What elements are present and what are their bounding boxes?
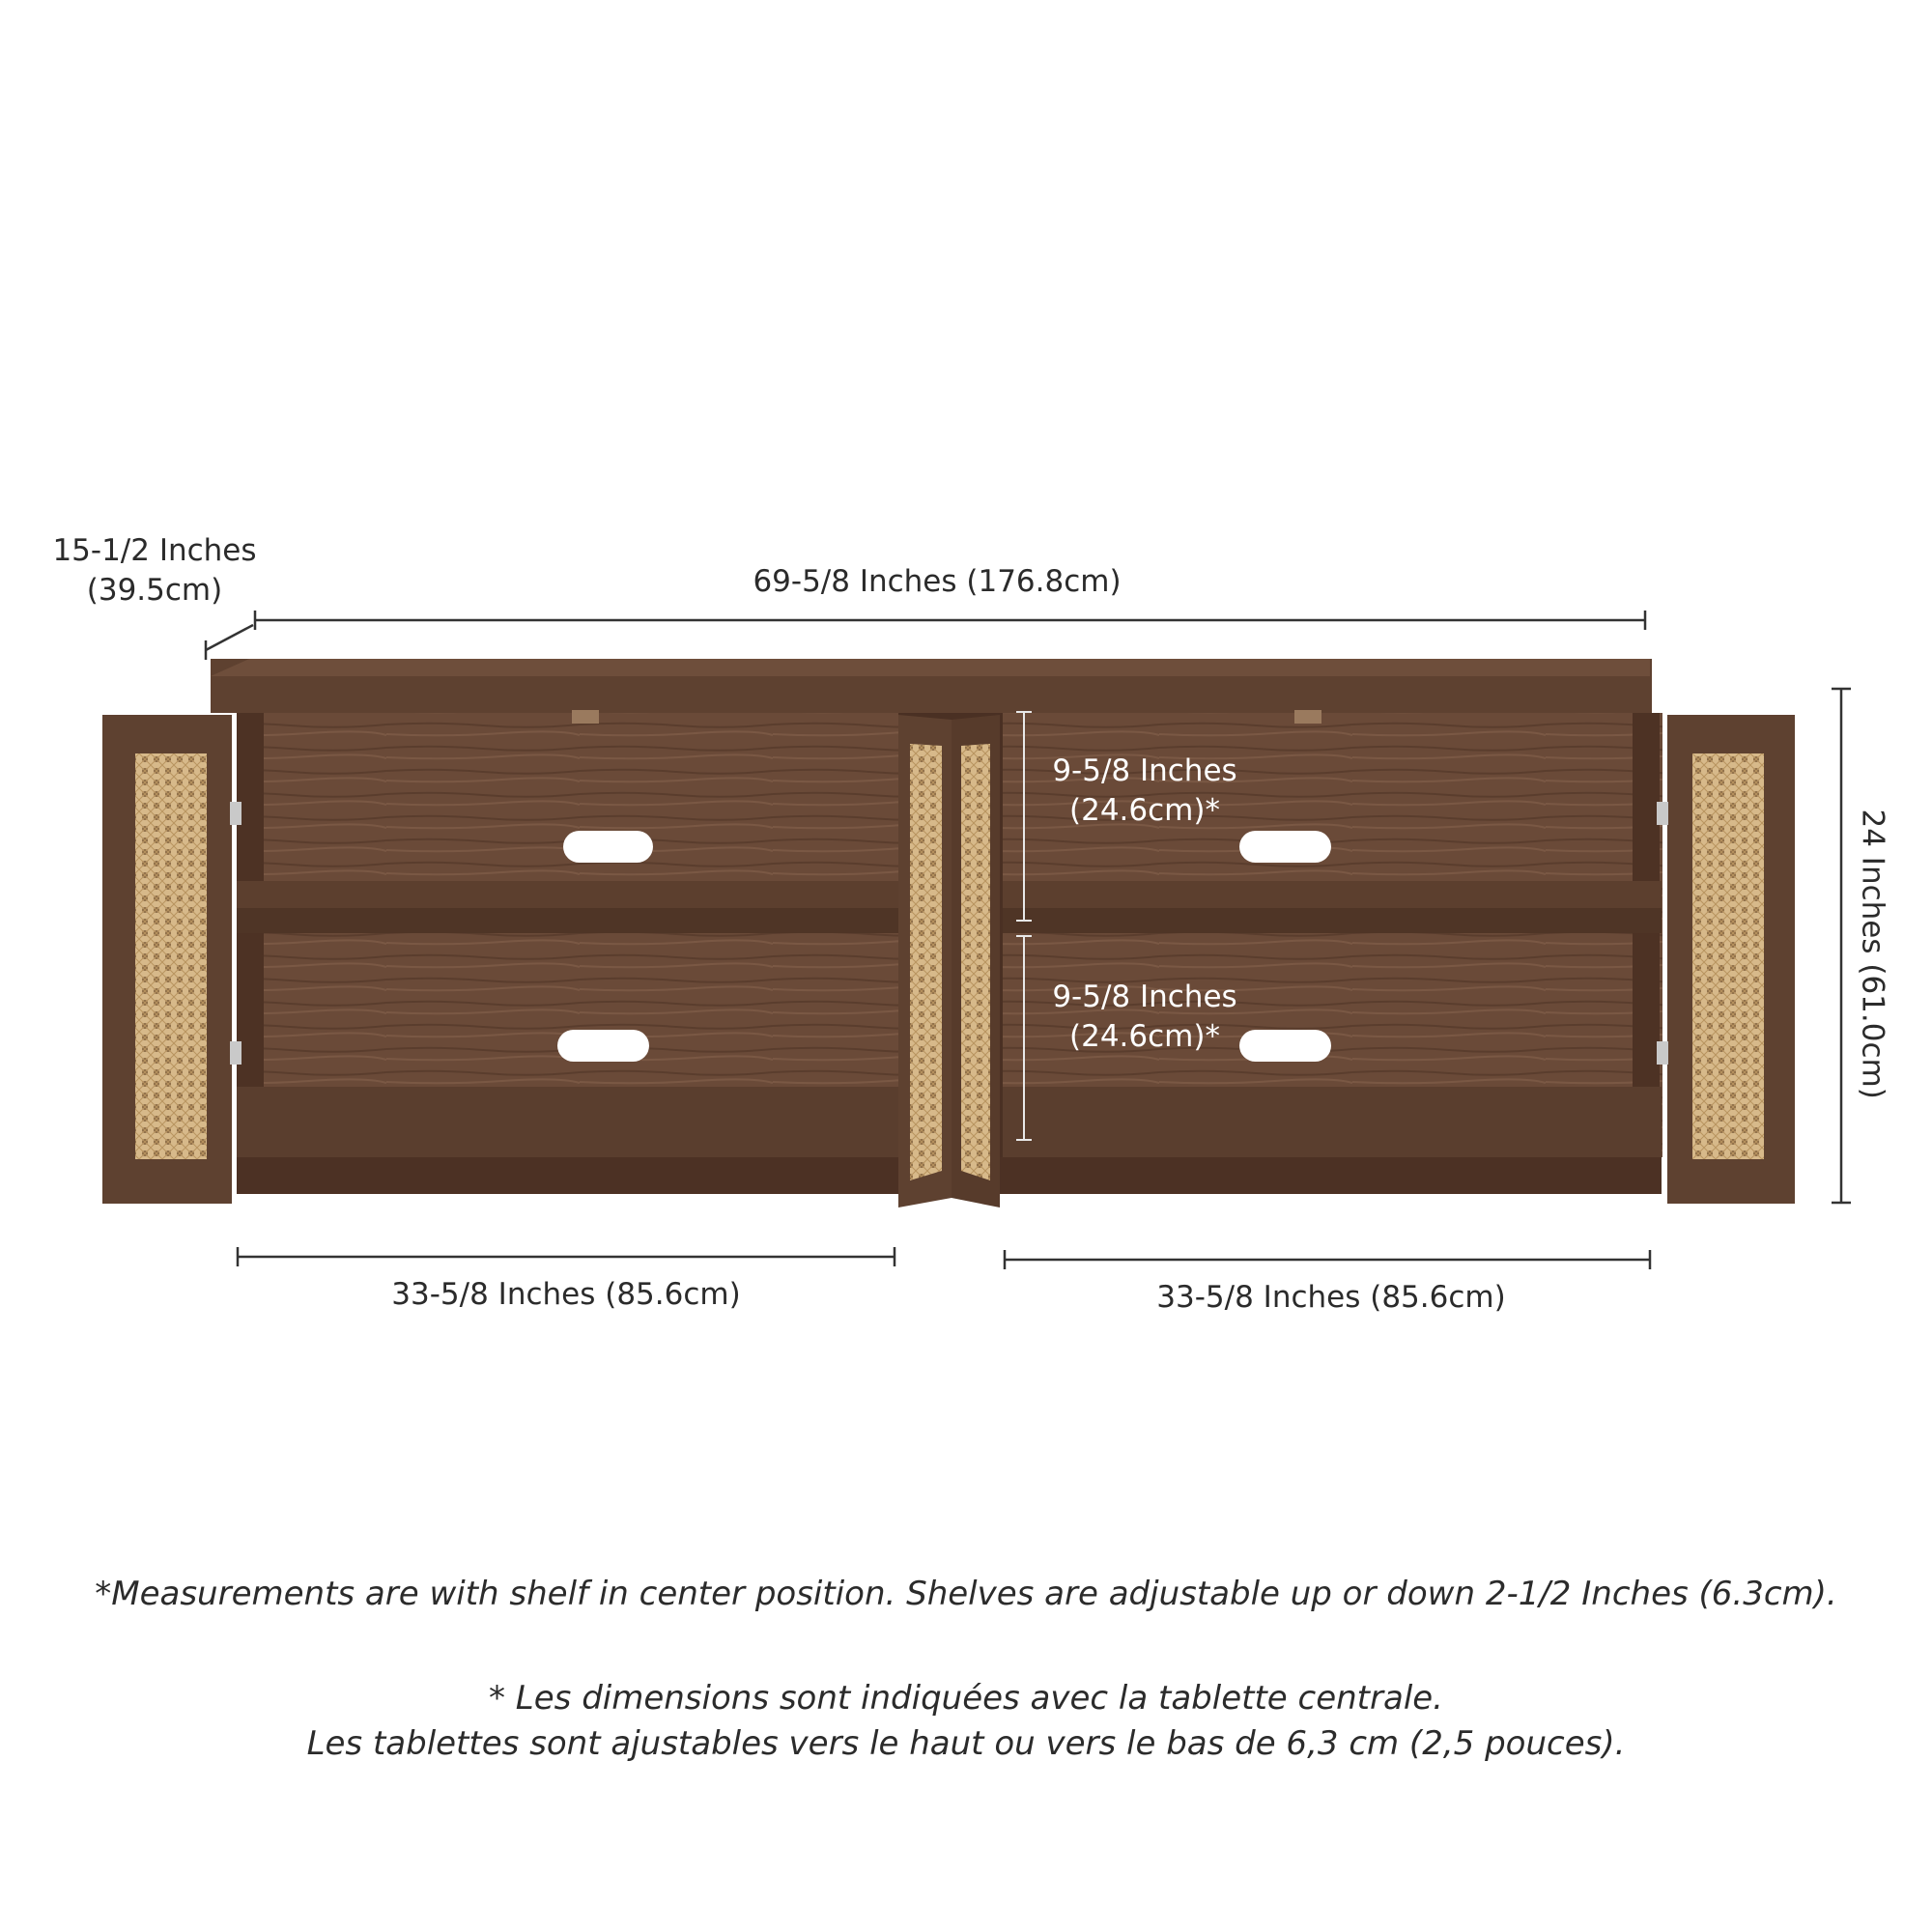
right-door-hinge-bottom bbox=[1657, 1041, 1668, 1065]
lower-shelf-label-line1: 9-5/8 Inches bbox=[1052, 980, 1237, 1014]
right-section-label: 33-5/8 Inches (85.6cm) bbox=[1156, 1280, 1506, 1315]
width-label: 69-5/8 Inches (176.8cm) bbox=[753, 564, 1122, 599]
depth-label-line2: (39.5cm) bbox=[86, 573, 223, 608]
cable-hole-lower-left bbox=[557, 1030, 649, 1062]
upper-shelf-label-line1: 9-5/8 Inches bbox=[1052, 753, 1237, 788]
bottom-shelf-right bbox=[1003, 1087, 1662, 1157]
left-door-hinge-bottom bbox=[230, 1041, 242, 1065]
left-door-hinge-top bbox=[230, 802, 242, 825]
left-outer-door-cane-panel bbox=[135, 753, 207, 1159]
left-section-label: 33-5/8 Inches (85.6cm) bbox=[391, 1277, 741, 1312]
center-right-door-cane-panel bbox=[961, 744, 990, 1180]
height-label: 24 Inches (61.0cm) bbox=[1855, 809, 1890, 1099]
upper-shelf-label bbox=[1034, 752, 1256, 831]
cable-hole-upper-left bbox=[563, 831, 653, 863]
lower-shelf-label-line2: (24.6cm)* bbox=[1069, 1019, 1220, 1054]
depth-label bbox=[39, 531, 270, 611]
cabinet-top-surface bbox=[211, 659, 1650, 676]
depth-dimension-line bbox=[206, 625, 253, 650]
footnote-french-line2: Les tablettes sont ajustables vers le haut ou vers le bas de 6,3 cm (2,5 pouces). bbox=[306, 1724, 1626, 1763]
left-adjustable-shelf-face bbox=[237, 908, 898, 933]
upper-shelf-label-line2: (24.6cm)* bbox=[1069, 793, 1220, 828]
right-door-hinge-top bbox=[1657, 802, 1668, 825]
mount-bracket-right bbox=[1294, 710, 1321, 724]
right-adjustable-shelf-face bbox=[1003, 908, 1662, 933]
bottom-shelf-left bbox=[237, 1087, 898, 1157]
cable-hole-upper-right bbox=[1239, 831, 1331, 863]
depth-label-line1: 15-1/2 Inches bbox=[52, 533, 257, 568]
center-left-door-cane-panel bbox=[910, 744, 942, 1180]
tv-stand bbox=[102, 659, 1795, 1208]
footnote-english: *Measurements are with shelf in center position. Shelves are adjustable up or down 2-1/2 Inches (6.3cm). bbox=[95, 1575, 1837, 1613]
mount-bracket-left bbox=[572, 710, 599, 724]
lower-shelf-label bbox=[1034, 978, 1256, 1057]
right-outer-door-cane-panel bbox=[1692, 753, 1764, 1159]
footnote-french-line1: * Les dimensions sont indiquées avec la tablette centrale. bbox=[489, 1679, 1443, 1718]
